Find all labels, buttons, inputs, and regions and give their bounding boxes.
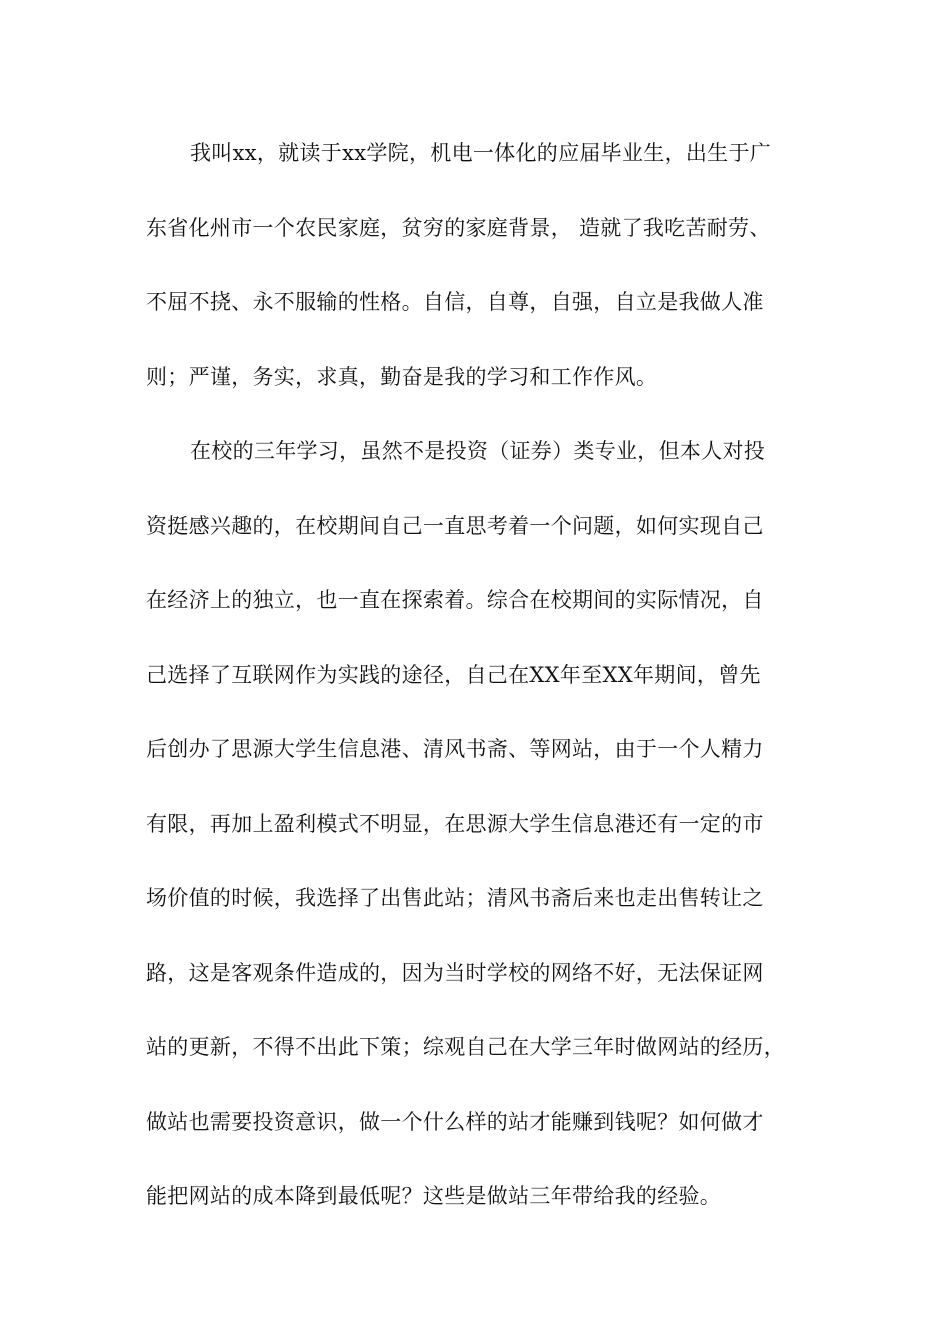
paragraph-2-line-10: 做站也需要投资意识，做一个什么样的站才能赚到钱呢？如何做才 xyxy=(146,1109,764,1134)
paragraph-2-line-5: 后创办了思源大学生信息港、清风书斋、等网站，由于一个人精力 xyxy=(146,737,764,761)
paragraph-1-line-2: 东省化州市一个农民家庭，贫穷的家庭背景， 造就了我吃苦耐劳、 xyxy=(146,215,771,240)
document-body xyxy=(146,126,836,1244)
paragraph-2-line-6: 有限，再加上盈利模式不明显，在思源大学生信息港还有一定的市 xyxy=(146,811,764,836)
paragraph-2-line-7: 场价值的时候，我选择了出售此站；清风书斋后来也走出售转让之 xyxy=(146,886,764,910)
paragraph-2-line-8: 路，这是客观条件造成的，因为当时学校的网络不好，无法保证网 xyxy=(146,960,764,985)
paragraph-2-line-11: 能把网站的成本降到最低呢？这些是做站三年带给我的经验。 xyxy=(146,1184,722,1208)
paragraph-1-line-4: 则；严谨，务实，求真，勤奋是我的学习和工作作风。 xyxy=(146,364,658,389)
paragraph-2-line-9: 站的更新，不得不出此下策；综观自己在大学三年时做网站的经历， xyxy=(146,1035,785,1059)
paragraph-1-line-3: 不屈不挠、永不服输的性格。自信，自尊，自强，自立是我做人准 xyxy=(146,290,764,314)
paragraph-2-line-2: 资挺感兴趣的，在校期间自己一直思考着一个问题，如何实现自己 xyxy=(146,513,764,538)
paragraph-2-line-1: 在校的三年学习，虽然不是投资（证券）类专业，但本人对投 xyxy=(190,439,766,463)
paragraph-1-line-1: 我叫xx，就读于xx学院，机电一体化的应届毕业生，出生于广 xyxy=(190,141,772,165)
paragraph-2-line-3: 在经济上的独立，也一直在探索着。综合在校期间的实际情况，自 xyxy=(146,588,764,612)
paragraph-2-line-4: 己选择了互联网作为实践的途径，自己在XX年至XX年期间，曾先 xyxy=(146,662,761,687)
